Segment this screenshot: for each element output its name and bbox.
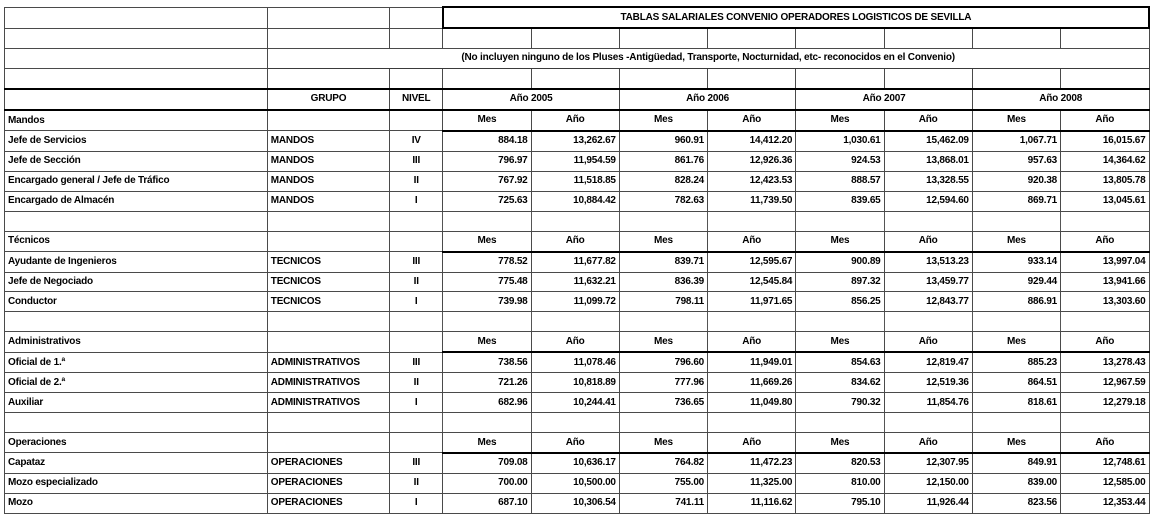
row-grupo: TECNICOS [267,292,389,312]
table-row [5,292,1150,312]
empty-cell [390,28,443,48]
row-value-mes: 796.97 [443,151,531,171]
row-value-anio: 16,015.67 [1061,131,1149,151]
column-header-row [5,89,1150,110]
row-grupo: TECNICOS [267,252,389,272]
row-value-anio: 10,306.54 [531,493,619,513]
subheader-mes: Mes [443,110,531,131]
row-value-mes: 886.91 [972,292,1060,312]
row-value-anio: 11,518.85 [531,171,619,191]
empty-cell [531,312,619,332]
blank-row-1 [5,28,1150,48]
section-header-administrativos [5,332,1150,352]
row-concept: Jefe de Sección [5,151,268,171]
subheader-mes: Mes [443,433,531,453]
table-row [5,131,1150,151]
row-value-anio: 12,353.44 [1061,493,1149,513]
subheader-anio: Año [884,231,972,251]
row-value-anio: 10,818.89 [531,373,619,393]
row-concept: Encargado general / Jefe de Tráfico [5,171,268,191]
header-nivel: NIVEL [390,89,443,110]
empty-cell [1061,28,1149,48]
row-grupo: MANDOS [267,151,389,171]
subheader-anio: Año [1061,231,1149,251]
empty-cell [390,110,443,131]
header-year-1: Año 2005 [443,89,620,110]
table-row [5,171,1150,191]
row-value-mes: 682.96 [443,393,531,413]
row-nivel: II [390,373,443,393]
salary-table-body [5,7,1150,514]
empty-cell [5,211,268,231]
empty-cell [531,211,619,231]
subheader-mes: Mes [972,433,1060,453]
row-value-anio: 12,819.47 [884,352,972,372]
row-concept: Oficial de 2.ª [5,373,268,393]
empty-cell [796,68,884,88]
empty-cell [619,312,707,332]
empty-cell [390,433,443,453]
table-row [5,493,1150,513]
row-concept: Oficial de 1.ª [5,352,268,372]
row-value-anio: 11,971.65 [708,292,796,312]
empty-cell [267,332,389,352]
row-grupo: OPERACIONES [267,453,389,473]
empty-cell [390,7,443,28]
subheader-anio: Año [1061,433,1149,453]
row-value-anio: 10,244.41 [531,393,619,413]
row-value-mes: 864.51 [972,373,1060,393]
section-title: Operaciones [5,433,268,453]
row-grupo: OPERACIONES [267,493,389,513]
empty-cell [1061,68,1149,88]
empty-cell [796,312,884,332]
row-concept: Capataz [5,453,268,473]
empty-cell [390,211,443,231]
empty-cell [972,312,1060,332]
row-value-anio: 13,941.66 [1061,272,1149,292]
row-grupo: MANDOS [267,191,389,211]
empty-cell [443,68,531,88]
row-nivel: II [390,272,443,292]
row-value-mes: 839.00 [972,473,1060,493]
empty-cell [619,211,707,231]
row-value-mes: 700.00 [443,473,531,493]
empty-cell [1061,312,1149,332]
title-row [5,7,1150,28]
row-value-anio: 12,585.00 [1061,473,1149,493]
section-header-operaciones [5,433,1150,453]
row-value-anio: 12,595.67 [708,252,796,272]
row-value-mes: 764.82 [619,453,707,473]
row-value-anio: 11,632.21 [531,272,619,292]
row-value-anio: 11,116.62 [708,493,796,513]
subheader-anio: Año [708,110,796,131]
row-grupo: ADMINISTRATIVOS [267,373,389,393]
subheader-anio: Año [531,231,619,251]
empty-cell [708,68,796,88]
row-value-mes: 777.96 [619,373,707,393]
row-value-anio: 10,636.17 [531,453,619,473]
subheader-mes: Mes [619,110,707,131]
subheader-anio: Año [884,332,972,352]
row-value-mes: 741.11 [619,493,707,513]
subheader-mes: Mes [796,231,884,251]
subheader-mes: Mes [972,231,1060,251]
row-value-mes: 818.61 [972,393,1060,413]
row-value-mes: 796.60 [619,352,707,372]
empty-cell [619,68,707,88]
subheader-anio: Año [884,433,972,453]
row-value-mes: 834.62 [796,373,884,393]
row-value-mes: 725.63 [443,191,531,211]
row-value-anio: 12,307.95 [884,453,972,473]
row-value-anio: 12,545.84 [708,272,796,292]
empty-cell [884,312,972,332]
table-row [5,352,1150,372]
salary-table [4,6,1150,514]
row-value-anio: 10,500.00 [531,473,619,493]
row-value-anio: 11,739.50 [708,191,796,211]
row-value-mes: 897.32 [796,272,884,292]
subheader-mes: Mes [443,231,531,251]
empty-cell [267,413,389,433]
empty-cell [267,110,389,131]
section-spacer [5,211,1150,231]
row-value-anio: 11,677.82 [531,252,619,272]
empty-cell [267,433,389,453]
row-value-mes: 856.25 [796,292,884,312]
subheader-mes: Mes [619,332,707,352]
empty-cell [531,68,619,88]
section-header-mandos [5,110,1150,131]
subheader-anio: Año [531,433,619,453]
row-value-anio: 14,364.62 [1061,151,1149,171]
subtitle-row [5,49,1150,69]
empty-cell [972,28,1060,48]
row-value-anio: 11,669.26 [708,373,796,393]
row-value-mes: 721.26 [443,373,531,393]
empty-cell [1061,211,1149,231]
row-value-mes: 755.00 [619,473,707,493]
subheader-anio: Año [1061,110,1149,131]
row-concept: Auxiliar [5,393,268,413]
row-value-mes: 900.89 [796,252,884,272]
row-value-mes: 888.57 [796,171,884,191]
row-concept: Conductor [5,292,268,312]
subheader-mes: Mes [619,433,707,453]
row-grupo: ADMINISTRATIVOS [267,393,389,413]
row-value-anio: 13,459.77 [884,272,972,292]
subheader-anio: Año [884,110,972,131]
row-value-anio: 13,278.43 [1061,352,1149,372]
row-value-mes: 869.71 [972,191,1060,211]
row-value-mes: 849.91 [972,453,1060,473]
row-concept: Ayudante de Ingenieros [5,252,268,272]
row-value-anio: 11,078.46 [531,352,619,372]
row-value-anio: 13,328.55 [884,171,972,191]
row-nivel: II [390,473,443,493]
row-grupo: MANDOS [267,171,389,191]
table-row [5,191,1150,211]
row-value-anio: 13,805.78 [1061,171,1149,191]
row-nivel: IV [390,131,443,151]
row-value-anio: 15,462.09 [884,131,972,151]
subheader-mes: Mes [796,110,884,131]
empty-cell [5,68,268,88]
section-header-técnicos [5,231,1150,251]
empty-cell [267,231,389,251]
row-value-mes: 929.44 [972,272,1060,292]
empty-cell [443,312,531,332]
row-value-mes: 839.65 [796,191,884,211]
row-value-anio: 11,049.80 [708,393,796,413]
row-nivel: I [390,191,443,211]
empty-cell [267,28,389,48]
row-value-anio: 11,954.59 [531,151,619,171]
row-concept: Mozo [5,493,268,513]
empty-cell [443,413,531,433]
empty-cell [267,211,389,231]
row-value-mes: 795.10 [796,493,884,513]
row-value-anio: 11,926.44 [884,493,972,513]
empty-cell [619,413,707,433]
header-year-4: Año 2008 [972,89,1149,110]
empty-cell [884,68,972,88]
row-value-mes: 957.63 [972,151,1060,171]
document-subtitle: (No incluyen ninguno de los Pluses -Antigüedad, Transporte, Nocturnidad, etc- reconocidos en el Convenio) [267,49,1149,69]
row-value-mes: 739.98 [443,292,531,312]
empty-cell [884,211,972,231]
empty-cell [708,28,796,48]
empty-cell [531,413,619,433]
row-grupo: MANDOS [267,131,389,151]
empty-cell [5,49,268,69]
subheader-anio: Año [708,332,796,352]
row-grupo: OPERACIONES [267,473,389,493]
row-nivel: I [390,493,443,513]
empty-cell [267,312,389,332]
row-value-mes: 820.53 [796,453,884,473]
row-value-anio: 13,868.01 [884,151,972,171]
row-concept: Mozo especializado [5,473,268,493]
row-value-anio: 13,303.60 [1061,292,1149,312]
document-title: TABLAS SALARIALES CONVENIO OPERADORES LOGISTICOS DE SEVILLA [443,7,1149,28]
row-value-mes: 778.52 [443,252,531,272]
section-title: Administrativos [5,332,268,352]
table-row [5,272,1150,292]
row-value-anio: 12,594.60 [884,191,972,211]
subheader-anio: Año [708,231,796,251]
row-value-anio: 12,926.36 [708,151,796,171]
row-value-anio: 11,949.01 [708,352,796,372]
subheader-anio: Año [1061,332,1149,352]
row-value-mes: 790.32 [796,393,884,413]
table-row [5,252,1150,272]
row-value-mes: 738.56 [443,352,531,372]
subheader-mes: Mes [796,332,884,352]
empty-cell [619,28,707,48]
row-value-anio: 13,997.04 [1061,252,1149,272]
blank-row-2 [5,68,1150,88]
header-year-3: Año 2007 [796,89,973,110]
empty-cell [267,68,389,88]
row-value-anio: 11,325.00 [708,473,796,493]
row-nivel: III [390,252,443,272]
empty-cell [708,312,796,332]
empty-cell [796,211,884,231]
subheader-anio: Año [708,433,796,453]
table-row [5,453,1150,473]
row-nivel: III [390,352,443,372]
empty-cell [796,413,884,433]
empty-cell [5,312,268,332]
row-nivel: III [390,453,443,473]
empty-cell [972,413,1060,433]
row-value-mes: 836.39 [619,272,707,292]
empty-cell [443,211,531,231]
empty-cell [5,89,268,110]
row-value-anio: 13,513.23 [884,252,972,272]
subheader-mes: Mes [619,231,707,251]
row-value-anio: 14,412.20 [708,131,796,151]
subheader-anio: Año [531,110,619,131]
table-row [5,393,1150,413]
row-value-mes: 920.38 [972,171,1060,191]
row-value-mes: 885.23 [972,352,1060,372]
subheader-mes: Mes [443,332,531,352]
row-value-mes: 828.24 [619,171,707,191]
row-value-mes: 767.92 [443,171,531,191]
empty-cell [972,68,1060,88]
row-nivel: I [390,292,443,312]
row-value-mes: 782.63 [619,191,707,211]
section-spacer [5,312,1150,332]
subheader-mes: Mes [972,110,1060,131]
row-concept: Jefe de Negociado [5,272,268,292]
row-value-mes: 687.10 [443,493,531,513]
row-value-mes: 933.14 [972,252,1060,272]
row-nivel: III [390,151,443,171]
row-grupo: TECNICOS [267,272,389,292]
row-value-mes: 736.65 [619,393,707,413]
row-value-anio: 12,279.18 [1061,393,1149,413]
subheader-mes: Mes [796,433,884,453]
row-concept: Jefe de Servicios [5,131,268,151]
row-value-mes: 810.00 [796,473,884,493]
row-value-anio: 12,423.53 [708,171,796,191]
empty-cell [390,413,443,433]
row-value-anio: 11,854.76 [884,393,972,413]
empty-cell [796,28,884,48]
table-row [5,373,1150,393]
empty-cell [531,28,619,48]
row-value-mes: 823.56 [972,493,1060,513]
row-value-anio: 12,748.61 [1061,453,1149,473]
header-grupo: GRUPO [267,89,389,110]
subheader-anio: Año [531,332,619,352]
row-value-anio: 11,099.72 [531,292,619,312]
empty-cell [884,28,972,48]
row-value-mes: 924.53 [796,151,884,171]
row-value-mes: 854.63 [796,352,884,372]
row-nivel: I [390,393,443,413]
table-row [5,473,1150,493]
subheader-mes: Mes [972,332,1060,352]
empty-cell [267,7,389,28]
row-value-mes: 861.76 [619,151,707,171]
row-value-mes: 1,030.61 [796,131,884,151]
empty-cell [1061,413,1149,433]
row-value-mes: 798.11 [619,292,707,312]
row-value-mes: 839.71 [619,252,707,272]
empty-cell [390,231,443,251]
empty-cell [390,312,443,332]
row-value-mes: 960.91 [619,131,707,151]
empty-cell [5,413,268,433]
row-value-anio: 12,150.00 [884,473,972,493]
table-row [5,151,1150,171]
empty-cell [5,28,268,48]
row-concept: Encargado de Almacén [5,191,268,211]
row-value-anio: 13,262.67 [531,131,619,151]
row-value-mes: 884.18 [443,131,531,151]
empty-cell [5,7,268,28]
row-value-anio: 10,884.42 [531,191,619,211]
empty-cell [708,211,796,231]
row-value-anio: 12,967.59 [1061,373,1149,393]
row-nivel: II [390,171,443,191]
row-value-mes: 1,067.71 [972,131,1060,151]
section-title: Técnicos [5,231,268,251]
row-value-mes: 709.08 [443,453,531,473]
row-value-anio: 11,472.23 [708,453,796,473]
header-year-2: Año 2006 [619,89,796,110]
row-value-anio: 13,045.61 [1061,191,1149,211]
empty-cell [390,68,443,88]
empty-cell [884,413,972,433]
section-title: Mandos [5,110,268,131]
row-value-mes: 775.48 [443,272,531,292]
empty-cell [443,28,531,48]
section-spacer [5,413,1150,433]
empty-cell [708,413,796,433]
row-value-anio: 12,519.36 [884,373,972,393]
row-value-anio: 12,843.77 [884,292,972,312]
row-grupo: ADMINISTRATIVOS [267,352,389,372]
empty-cell [972,211,1060,231]
empty-cell [390,332,443,352]
